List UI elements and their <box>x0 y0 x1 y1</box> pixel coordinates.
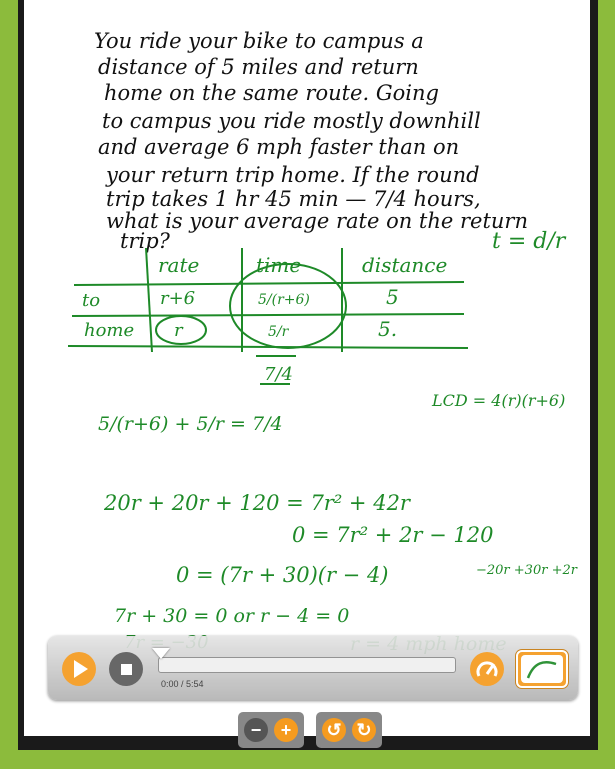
speed-gauge-icon <box>470 652 504 686</box>
curve-icon <box>518 652 566 686</box>
table-cell: 5/r <box>268 324 289 340</box>
playback-speed-button[interactable] <box>470 652 504 686</box>
minus-icon: − <box>250 720 262 740</box>
whiteboard-canvas <box>24 0 590 736</box>
problem-line: trip? <box>120 229 170 253</box>
rotate-controls <box>316 712 382 748</box>
total-time: 5:54 <box>186 679 204 689</box>
rotate-cw-icon: ↻ <box>356 720 372 740</box>
problem-line: what is your average rate on the return <box>106 209 528 233</box>
work-line: 20r + 20r + 120 = 7r² + 42r <box>104 491 410 515</box>
time-sum: 7/4 <box>264 364 293 385</box>
work-line: 5/(r+6) + 5/r = 7/4 <box>98 413 283 435</box>
table-header: time <box>256 253 302 277</box>
work-line: LCD = 4(r)(r+6) <box>432 391 566 410</box>
plus-icon: + <box>280 720 292 740</box>
rotate-ccw-icon: ↺ <box>326 720 342 740</box>
formula: t = d/r <box>492 229 566 254</box>
problem-line: and average 6 mph faster than on <box>98 135 460 159</box>
table-cell: 5/(r+6) <box>258 292 310 308</box>
table-header: rate <box>158 253 200 277</box>
zoom-in-button[interactable] <box>274 718 298 742</box>
work-line: −20r +30r +2r <box>476 563 577 578</box>
rotate-left-button[interactable] <box>322 718 346 742</box>
problem-line: You ride your bike to campus a <box>94 29 424 53</box>
problem-line: to campus you ride mostly downhill <box>102 109 481 133</box>
table-cell: 5. <box>378 317 398 341</box>
work-line: 0 = (7r + 30)(r − 4) <box>176 563 389 587</box>
handwriting-layer <box>24 0 590 736</box>
current-time: 0:00 <box>161 679 179 689</box>
pen-stroke-toggle-button[interactable] <box>516 650 568 688</box>
problem-line: your return trip home. If the round <box>106 163 480 187</box>
time-readout: 0:00 / 5:54 <box>161 679 204 689</box>
stop-button[interactable] <box>109 652 143 686</box>
media-player-bar <box>48 636 578 700</box>
row-label: home <box>84 320 135 341</box>
table-cell: r+6 <box>160 288 196 309</box>
zoom-controls <box>238 712 304 748</box>
problem-line: trip takes 1 hr 45 min — 7/4 hours, <box>106 187 481 211</box>
table-header: distance <box>362 253 448 277</box>
zoom-out-button[interactable] <box>244 718 268 742</box>
problem-line: distance of 5 miles and return <box>98 55 419 79</box>
table-cell: r <box>174 320 183 341</box>
work-line: 7r + 30 = 0 or r − 4 = 0 <box>114 605 350 627</box>
row-label: to <box>82 290 101 311</box>
play-button[interactable] <box>62 652 96 686</box>
rotate-right-button[interactable] <box>352 718 376 742</box>
problem-line: home on the same route. Going <box>104 81 439 105</box>
work-line: 0 = 7r² + 2r − 120 <box>292 523 494 547</box>
seek-handle[interactable] <box>152 648 170 659</box>
seek-bar[interactable] <box>158 657 456 673</box>
table-cell: 5 <box>386 285 399 309</box>
